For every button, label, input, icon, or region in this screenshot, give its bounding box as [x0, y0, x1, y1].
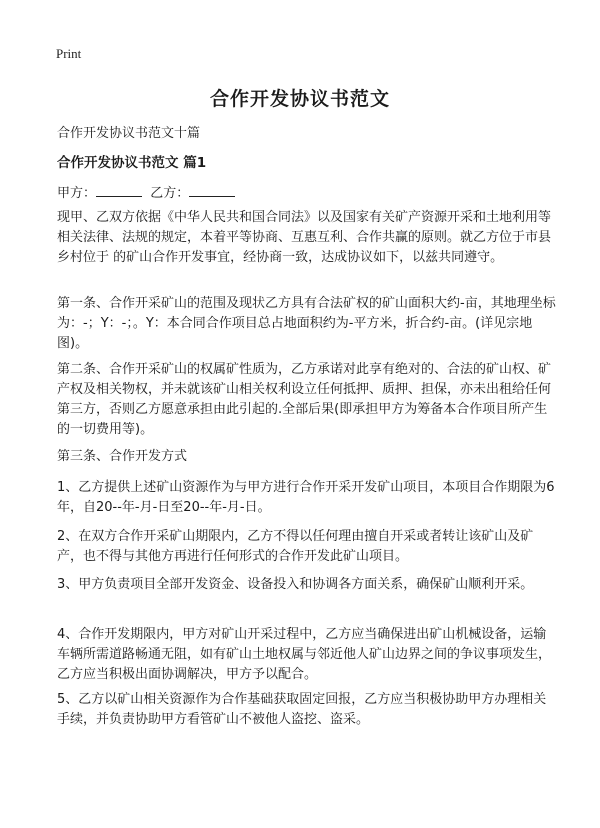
section-heading: 合作开发协议书范文 篇1 — [57, 155, 207, 171]
party-a-blank — [96, 184, 142, 197]
print-label[interactable]: Print — [56, 46, 82, 61]
paragraph-clause-2: 2、在双方合作开采矿山期限内，乙方不得以任何理由擅自开采或者转让该矿山及矿产，也不得与其他方再进行任何形式的合作开发此矿山项目。 — [57, 529, 534, 564]
document-subtitle: 合作开发协议书范文十篇 — [57, 126, 201, 141]
paragraph-clause-5: 5、乙方以矿山相关资源作为合作基础获取固定回报，乙方应当积极协助甲方办理相关手续，并负责协助甲方看管矿山不被他人盗挖、盗采。 — [57, 692, 547, 727]
party-a-label: 甲方： — [57, 186, 97, 201]
paragraph-clause-3: 3、甲方负责项目全部开发资金、设备投入和协调各方面关系，确保矿山顺利开采。 — [57, 577, 534, 592]
paragraph-article-2: 第二条、合作开采矿山的权属矿性质为，乙方承诺对此享有绝对的、合法的矿山权、矿产权及相关物权，并未就该矿山相关权利设立任何抵押、质押、担保，亦未出租给任何第三方，否则乙方愿意承担由此引起的.全部后果(即承担甲方为筹备本合作项目所产生的一切费用等)。 — [57, 362, 552, 437]
paragraph-article-3-heading: 第三条、合作开发方式 — [57, 449, 188, 464]
party-b-blank — [189, 184, 235, 197]
parties-line — [57, 182, 235, 201]
paragraph-preamble: 现甲、乙双方依据《中华人民共和国合同法》以及国家有关矿产资源开采和土地利用等相关法律、法规的规定，本着平等协商、互惠互利、合作共赢的原则。就乙方位于市县乡村位于 的矿山合作开发事宜，经协商一致，达成协议如下，以兹共同遵守。 — [57, 210, 552, 265]
page-title: 合作开发协议书范文 — [209, 88, 390, 110]
paragraph-clause-1: 1、乙方提供上述矿山资源作为与甲方进行合作开采开发矿山项目，本项目合作期限为6年，自20--年-月-日至20--年-月-日。 — [57, 480, 555, 515]
paragraph-article-1: 第一条、合作开采矿山的范围及现状乙方具有合法矿权的矿山面积大约-亩，其地理坐标为：-；Y：-；。Y：本合同合作项目总占地面积约为-平方米，折合约-亩。(详见宗地图)。 — [57, 296, 556, 351]
paragraph-clause-4: 4、合作开发期限内，甲方对矿山开采过程中，乙方应当确保进出矿山机械设备，运输车辆所需道路畅通无阻，如有矿山土地权属与邻近他人矿山边界之间的争议事项发生，乙方应当积极出面协调解决，甲方予以配合。 — [57, 627, 552, 682]
party-b-label: 乙方： — [150, 186, 190, 201]
